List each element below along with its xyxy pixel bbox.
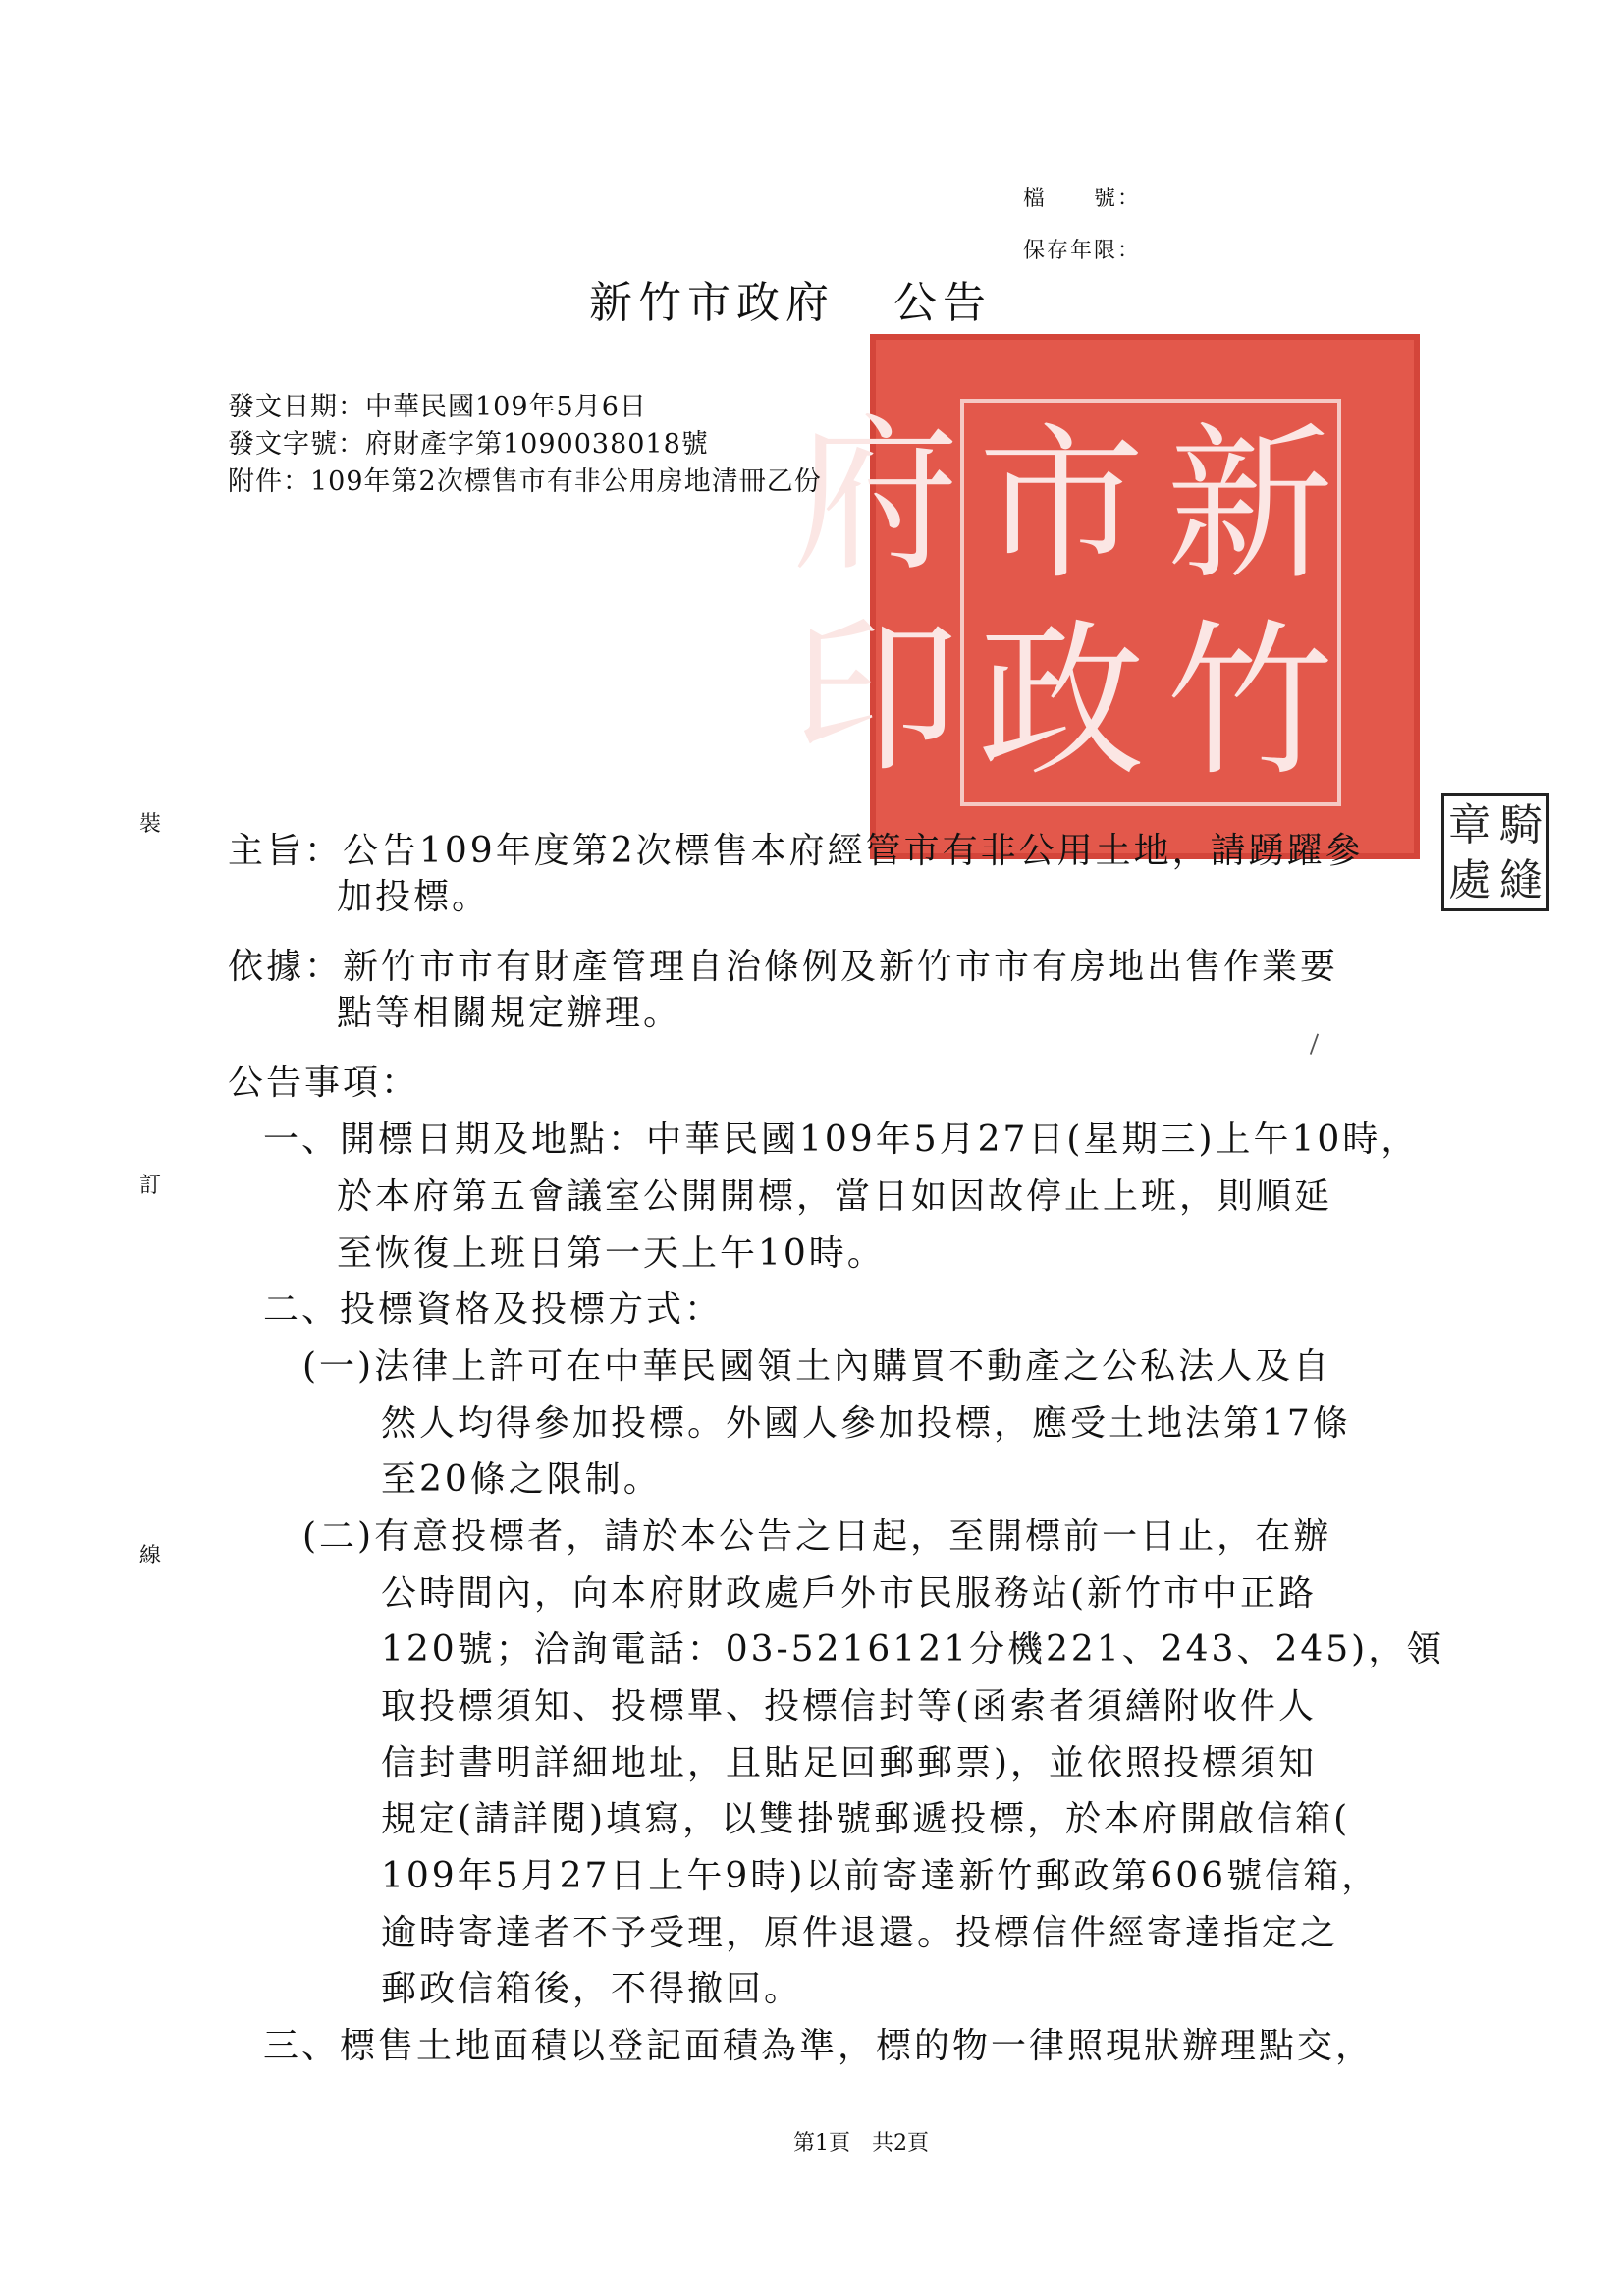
binding-mark: 線 — [139, 1544, 162, 1568]
item-line: 一、開標日期及地點：中華民國109年5月27日(星期三)上午10時， — [263, 1120, 1420, 1160]
riding-seam-stamp — [1441, 793, 1549, 911]
document-type: 公告 — [893, 278, 992, 328]
basis-line: 點等相關規定辦理。 — [337, 993, 682, 1033]
item-line: 二、投標資格及投標方式： — [263, 1289, 724, 1330]
issue-date: 發文日期：中華民國109年5月6日 — [228, 392, 647, 422]
subject-line: 主旨：公告109年度第2次標售本府經管市有非公用土地，請踴躍參 — [228, 831, 1364, 871]
item-line: 至恢復上班日第一天上午10時。 — [337, 1233, 886, 1274]
agency-name: 新竹市政府 — [589, 278, 835, 328]
seal-char: 府 — [791, 400, 959, 594]
item-line: 公時間內，向本府財政處戶外市民服務站(新竹市中正路 — [381, 1573, 1318, 1613]
seal-inner-border — [960, 399, 1341, 806]
seal-char: 新 — [1165, 409, 1333, 603]
official-seal — [791, 334, 1420, 859]
item-line: 於本府第五會議室公開開標，當日如因故停止上班，則順延 — [337, 1176, 1333, 1217]
notice-items-heading: 公告事項： — [228, 1063, 420, 1103]
page-number: 第1頁 共2頁 — [793, 2131, 929, 2156]
small-seal-char: 處 — [1448, 855, 1491, 905]
item-line: (二)有意投標者，請於本公告之日起，至開標前一日止，在辦 — [302, 1516, 1332, 1557]
attachment-line: 附件：109年第2次標售市有非公用房地清冊乙份 — [228, 466, 822, 497]
item-line: 取投標須知、投標單、投標信封等(函索者須繕附收件人 — [381, 1686, 1318, 1726]
item-line: 120號；洽詢電話：03-5216121分機221、243、245)，領 — [381, 1629, 1445, 1669]
small-seal-char: 騎 — [1499, 800, 1542, 850]
item-line: 至20條之限制。 — [381, 1459, 662, 1500]
item-line: 三、標售土地面積以登記面積為準，標的物一律照現狀辦理點交， — [263, 2026, 1375, 2066]
item-line: (一)法律上許可在中華民國領土內購買不動產之公私法人及自 — [302, 1346, 1332, 1387]
item-line: 信封書明詳細地址，且貼足回郵郵票)，並依照投標須知 — [381, 1743, 1318, 1783]
page-title — [589, 267, 992, 330]
retention-period-label: 保存年限： — [1023, 239, 1142, 263]
item-line: 逾時寄達者不予受理，原件退還。投標信件經寄達指定之 — [381, 1913, 1339, 1953]
subject-line: 加投標。 — [337, 877, 491, 917]
scan-mark: | — [1306, 1030, 1323, 1057]
reference-number: 發文字號：府財產字第1090038018號 — [228, 429, 709, 460]
item-line: 然人均得參加投標。外國人參加投標，應受土地法第17條 — [381, 1403, 1351, 1444]
binding-mark: 裝 — [139, 812, 162, 837]
seal-char: 政 — [977, 605, 1145, 799]
item-line: 規定(請詳閱)填寫，以雙掛號郵遞投標，於本府開啟信箱( — [381, 1799, 1351, 1839]
binding-mark: 訂 — [139, 1174, 162, 1198]
small-seal-char: 章 — [1448, 800, 1491, 850]
seal-char: 竹 — [1165, 605, 1333, 799]
basis-line: 依據：新竹市市有財產管理自治條例及新竹市市有房地出售作業要 — [228, 947, 1339, 987]
item-line: 109年5月27日上午9時)以前寄達新竹郵政第606號信箱， — [381, 1856, 1380, 1896]
file-number-label: 檔 號： — [1023, 187, 1142, 211]
seal-char: 印 — [791, 601, 959, 795]
seal-char: 市 — [977, 409, 1145, 603]
item-line: 郵政信箱後，不得撤回。 — [381, 1969, 803, 2009]
small-seal-char: 縫 — [1499, 855, 1542, 905]
